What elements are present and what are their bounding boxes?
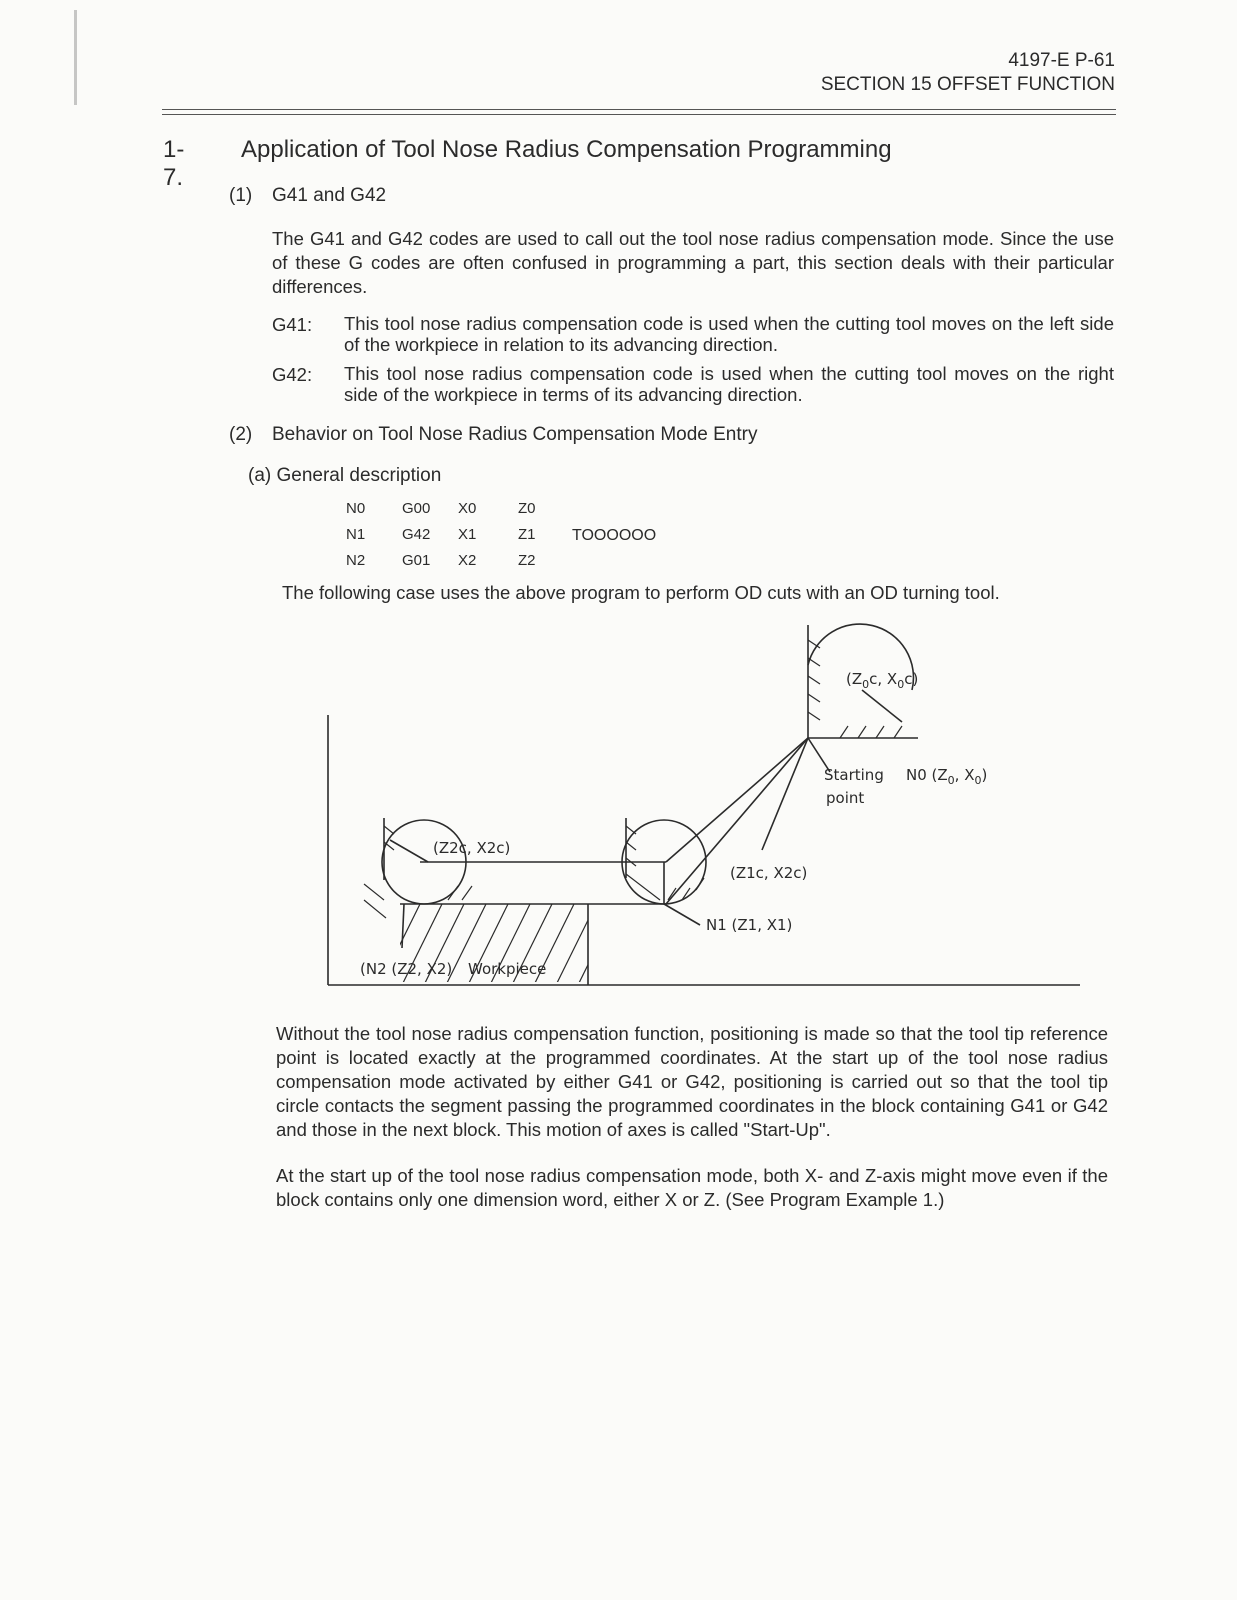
page-reference: 4197-E P-61: [1008, 50, 1115, 71]
section-title: SECTION 15 OFFSET FUNCTION: [820, 74, 1115, 95]
section-1-heading: G41 and G42: [272, 185, 387, 206]
z2c-x2c-label: (Z2c, X2c): [433, 839, 511, 857]
n1-tool-hatching: [626, 826, 704, 900]
program-line-g: G00: [402, 500, 431, 517]
program-line-g: G42: [402, 526, 431, 543]
title-text: Application of Tool Nose Radius Compensation Programming: [241, 136, 892, 163]
start-tool-hatching: [808, 640, 902, 738]
n2-tool-radius-line: [390, 840, 428, 862]
program-line-n: N1: [346, 526, 366, 543]
program-line-z: Z1: [518, 526, 536, 543]
subsection-a-heading: (a) General description: [248, 465, 442, 486]
tool-path-approach: [666, 738, 808, 862]
z1c-x2c-label: (Z1c, X2c): [730, 864, 808, 882]
section-1-paragraph: The G41 and G42 codes are used to call out the tool nose radius compensation mode. Since the use of these G codes are often confused in programming a part, this section deals with their particular differences.: [272, 228, 1114, 297]
startup-explanation-paragraph: Without the tool nose radius compensation function, positioning is made so that the tool tip reference point is located exactly at the programmed coordinates. At the start up of the tool nose radius compensation mode activated by either G41 or G42, positioning is carried out so that the tool tip circle contacts the segment passing the programmed coordinates in the block containing G41 or G42 and those in the next block. This motion of axes is called "Start-Up".: [276, 1023, 1108, 1140]
g42-label: G42:: [272, 364, 313, 385]
n2-leader-line: [402, 904, 404, 948]
diagram-intro: The following case uses the above program to perform OD cuts with an OD turning tool.: [282, 582, 1000, 603]
g41-description: This tool nose radius compensation code is used when the cutting tool moves on the left side of the workpiece in relation to its advancing direction.: [344, 313, 1114, 355]
n0-label: N0 ($Z_0$, $X_0$): [906, 766, 988, 787]
program-line-z: Z2: [518, 552, 536, 569]
workpiece-label: Workpiece: [468, 960, 547, 978]
start-tool-radius-line: [862, 690, 902, 722]
program-line-z: Z0: [518, 500, 536, 517]
program-line-n: N2: [346, 552, 366, 569]
startup-axes-paragraph: At the start up of the tool nose radius compensation mode, both X- and Z-axis might move even if the block contains only one dimension word, either X or Z. (See Program Example 1.): [276, 1165, 1108, 1210]
g41-label: G41:: [272, 314, 313, 335]
section-2-heading: Behavior on Tool Nose Radius Compensation Mode Entry: [272, 424, 758, 445]
n1-label: N1 (Z1, X1): [706, 916, 793, 934]
n2-label: (N2 (Z2, X2): [360, 960, 453, 978]
point-label: point: [826, 789, 865, 807]
program-line-g: G01: [402, 552, 431, 569]
z0c-x0c-label: ($Z_0c$, $X_0c$): [846, 670, 919, 691]
g42-description: This tool nose radius compensation code is used when the cutting tool moves on the right side of the workpiece in terms of its advancing direction.: [344, 363, 1114, 405]
starting-label: Starting: [824, 766, 884, 784]
section-1-number: (1): [229, 185, 253, 206]
program-line-x: X2: [458, 552, 477, 569]
title-number: 1-7.: [163, 136, 185, 191]
n1-leader-line: [664, 904, 700, 925]
program-line-t: TOOOOOO: [572, 527, 657, 544]
program-line-n: N0: [346, 500, 366, 517]
section-2-number: (2): [229, 424, 253, 445]
program-line-x: X1: [458, 526, 477, 543]
program-line-x: X0: [458, 500, 477, 517]
start-tangent-line: [762, 738, 808, 850]
